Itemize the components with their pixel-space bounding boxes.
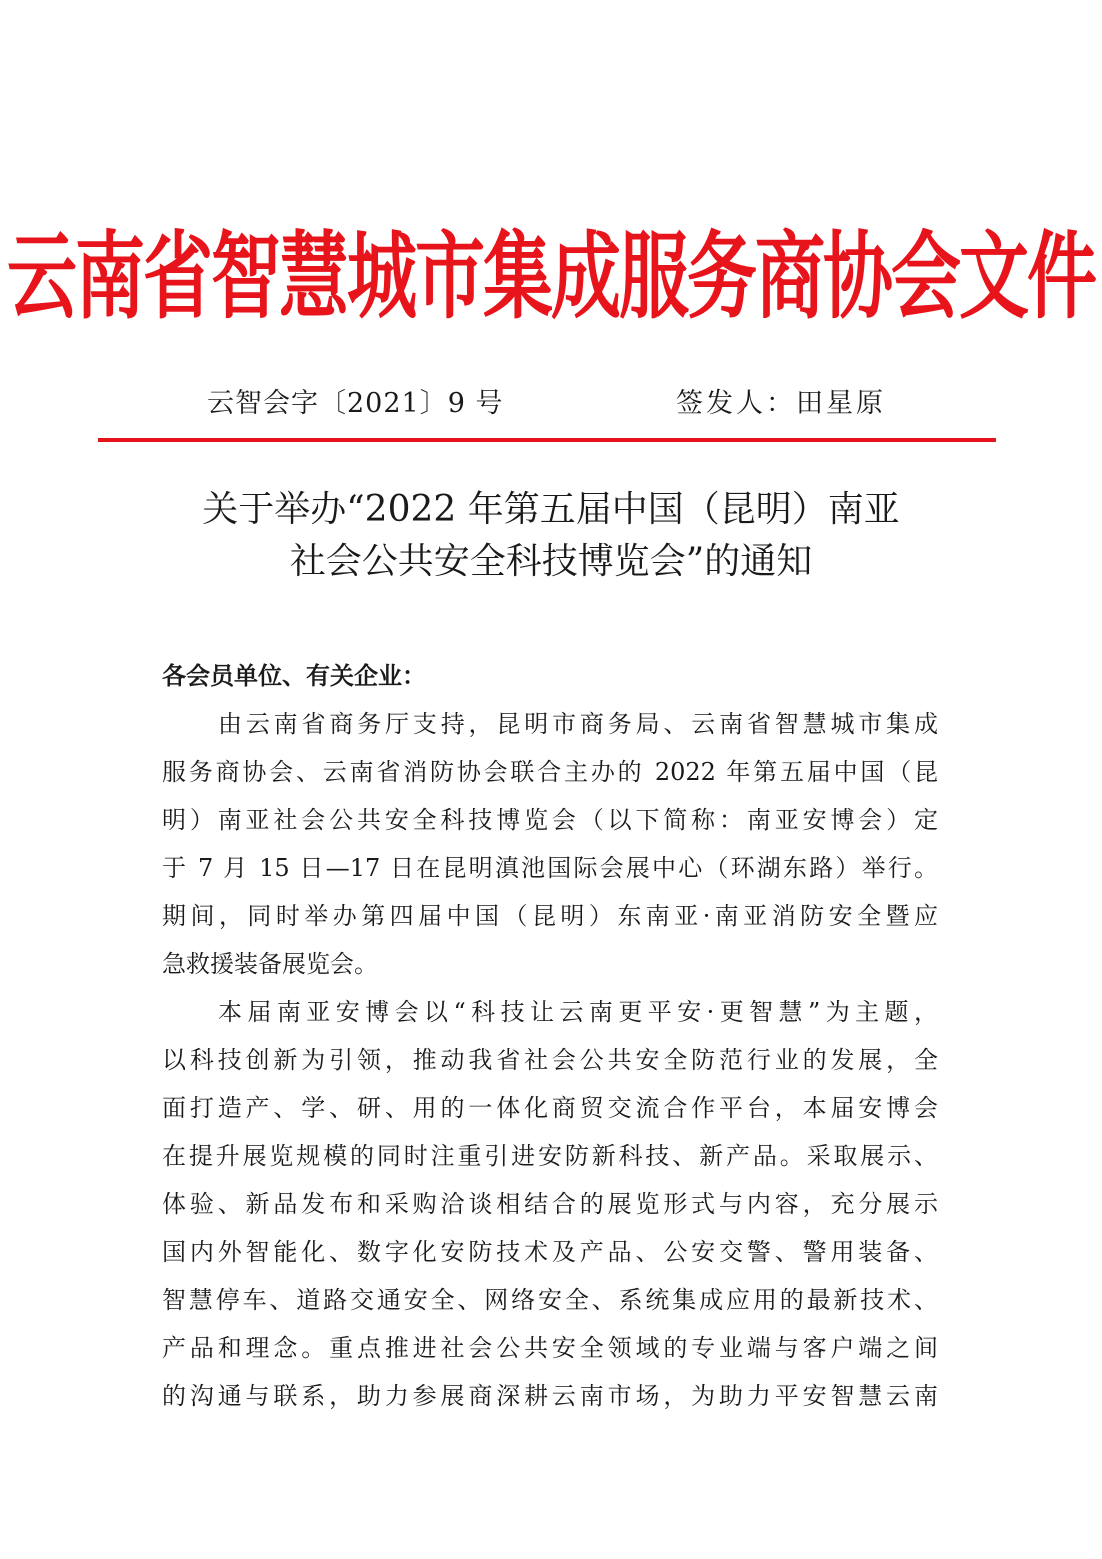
paragraph-line: 由云南省商务厅支持，昆明市商务局、云南省智慧城市集成	[218, 710, 938, 738]
signer: 签发人：田星原	[676, 388, 886, 419]
paragraph-line: 国内外智能化、数字化安防技术及产品、公安交警、警用装备、	[162, 1238, 938, 1266]
body-paragraph-2	[162, 988, 938, 1420]
document-number: 云智会字〔2021〕9 号	[207, 388, 504, 419]
paragraph-line: 在提升展览规模的同时注重引进安防新科技、新产品。采取展示、	[162, 1142, 938, 1170]
paragraph-line: 服务商协会、云南省消防协会联合主办的 2022 年第五届中国（昆	[162, 758, 938, 786]
notice-title-line: 社会公共安全科技博览会”的通知	[289, 541, 813, 582]
document-masthead: 云南省智慧城市集成服务商协会文件	[7, 221, 1095, 332]
paragraph-line: 明）南亚社会公共安全科技博览会（以下简称：南亚安博会）定	[162, 806, 938, 834]
paragraph-line: 智慧停车、道路交通安全、网络安全、系统集成应用的最新技术、	[162, 1286, 938, 1314]
notice-title	[120, 484, 982, 588]
salutation: 各会员单位、有关企业：	[162, 661, 426, 690]
red-divider	[98, 438, 996, 442]
paragraph-line: 面打造产、学、研、用的一体化商贸交流合作平台，本届安博会	[162, 1094, 938, 1122]
paragraph-line: 于 7 月 15 日—17 日在昆明滇池国际会展中心（环湖东路）举行。	[162, 854, 938, 882]
paragraph-line: 以科技创新为引领，推动我省社会公共安全防范行业的发展，全	[162, 1046, 938, 1074]
paragraph-line: 本届南亚安博会以“科技让云南更平安·更智慧”为主题，	[218, 998, 938, 1026]
paragraph-line: 期间，同时举办第四届中国（昆明）东南亚·南亚消防安全暨应	[162, 902, 938, 930]
paragraph-line: 体验、新品发布和采购洽谈相结合的展览形式与内容，充分展示	[162, 1190, 938, 1218]
body-paragraph-1	[162, 700, 938, 988]
paragraph-line: 产品和理念。重点推进社会公共安全领域的专业端与客户端之间	[162, 1334, 938, 1362]
paragraph-line: 的沟通与联系，助力参展商深耕云南市场，为助力平安智慧云南	[162, 1382, 938, 1410]
paragraph-line: 急救援装备展览会。	[162, 950, 378, 978]
notice-title-line: 关于举办“2022 年第五届中国（昆明）南亚	[202, 489, 900, 530]
